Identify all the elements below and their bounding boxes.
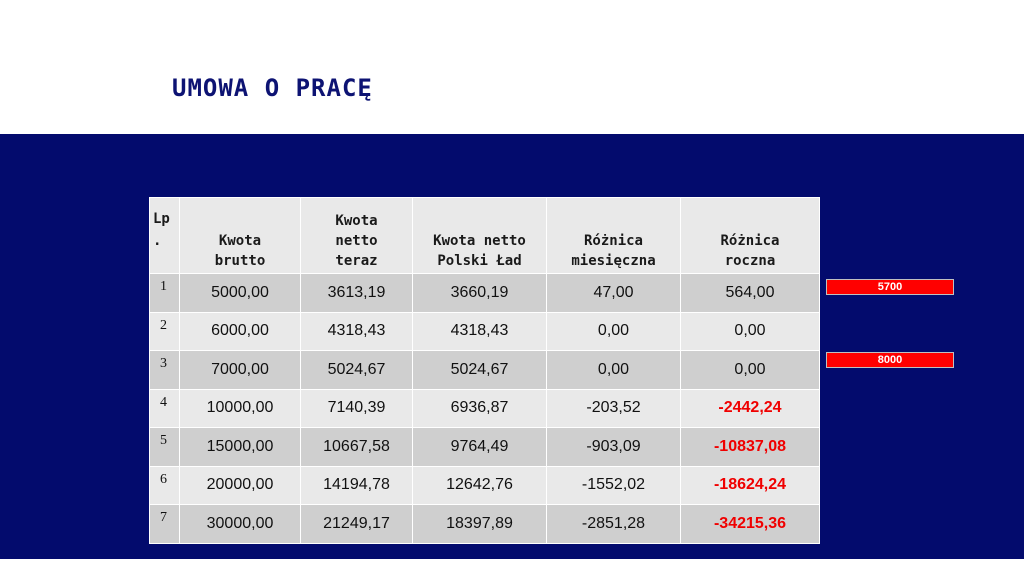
- table-row: [150, 312, 820, 351]
- cell-netto-teraz: 4318,43: [301, 312, 413, 351]
- cell-roznica-roczna: 0,00: [681, 312, 820, 351]
- table-row: [150, 428, 820, 467]
- cell-lp: 7: [150, 505, 180, 544]
- cell-netto-polski-lad: 5024,67: [413, 351, 547, 390]
- cell-brutto: 15000,00: [180, 428, 301, 467]
- cell-brutto: 10000,00: [180, 389, 301, 428]
- header-lp: Lp .: [150, 198, 180, 274]
- cell-lp: 1: [150, 274, 180, 313]
- salary-table: [149, 197, 820, 544]
- cell-roznica-miesieczna: 0,00: [547, 351, 681, 390]
- cell-roznica-miesieczna: -903,09: [547, 428, 681, 467]
- cell-netto-teraz: 10667,58: [301, 428, 413, 467]
- cell-roznica-miesieczna: -2851,28: [547, 505, 681, 544]
- cell-lp: 3: [150, 351, 180, 390]
- cell-roznica-roczna: -10837,08: [681, 428, 820, 467]
- cell-netto-polski-lad: 3660,19: [413, 274, 547, 313]
- table-header-row: [150, 198, 820, 274]
- cell-lp: 6: [150, 466, 180, 505]
- header-roznica-roczna: Różnica roczna: [681, 198, 820, 274]
- threshold-marker-5700: 5700: [826, 279, 954, 295]
- header-roznica-miesieczna: Różnica miesięczna: [547, 198, 681, 274]
- table-row: [150, 351, 820, 390]
- cell-netto-teraz: 7140,39: [301, 389, 413, 428]
- cell-roznica-miesieczna: -203,52: [547, 389, 681, 428]
- cell-lp: 5: [150, 428, 180, 467]
- header-netto-polski-lad: Kwota netto Polski Ład: [413, 198, 547, 274]
- cell-roznica-miesieczna: 47,00: [547, 274, 681, 313]
- cell-roznica-miesieczna: 0,00: [547, 312, 681, 351]
- cell-roznica-roczna: -34215,36: [681, 505, 820, 544]
- page-title: UMOWA O PRACĘ: [172, 74, 373, 102]
- cell-netto-polski-lad: 6936,87: [413, 389, 547, 428]
- cell-netto-polski-lad: 9764,49: [413, 428, 547, 467]
- cell-lp: 4: [150, 389, 180, 428]
- cell-netto-polski-lad: 12642,76: [413, 466, 547, 505]
- header-brutto: Kwota brutto: [180, 198, 301, 274]
- cell-roznica-roczna: -2442,24: [681, 389, 820, 428]
- cell-netto-polski-lad: 4318,43: [413, 312, 547, 351]
- threshold-marker-8000: 8000: [826, 352, 954, 368]
- cell-brutto: 5000,00: [180, 274, 301, 313]
- table-row: [150, 466, 820, 505]
- cell-roznica-roczna: 564,00: [681, 274, 820, 313]
- cell-roznica-roczna: -18624,24: [681, 466, 820, 505]
- table-row: [150, 505, 820, 544]
- cell-roznica-roczna: 0,00: [681, 351, 820, 390]
- cell-roznica-miesieczna: -1552,02: [547, 466, 681, 505]
- cell-brutto: 20000,00: [180, 466, 301, 505]
- cell-netto-teraz: 21249,17: [301, 505, 413, 544]
- table-row: [150, 274, 820, 313]
- cell-brutto: 7000,00: [180, 351, 301, 390]
- cell-brutto: 6000,00: [180, 312, 301, 351]
- cell-brutto: 30000,00: [180, 505, 301, 544]
- cell-netto-polski-lad: 18397,89: [413, 505, 547, 544]
- cell-lp: 2: [150, 312, 180, 351]
- header-netto-teraz: Kwota netto teraz: [301, 198, 413, 274]
- table-row: [150, 389, 820, 428]
- cell-netto-teraz: 5024,67: [301, 351, 413, 390]
- cell-netto-teraz: 14194,78: [301, 466, 413, 505]
- cell-netto-teraz: 3613,19: [301, 274, 413, 313]
